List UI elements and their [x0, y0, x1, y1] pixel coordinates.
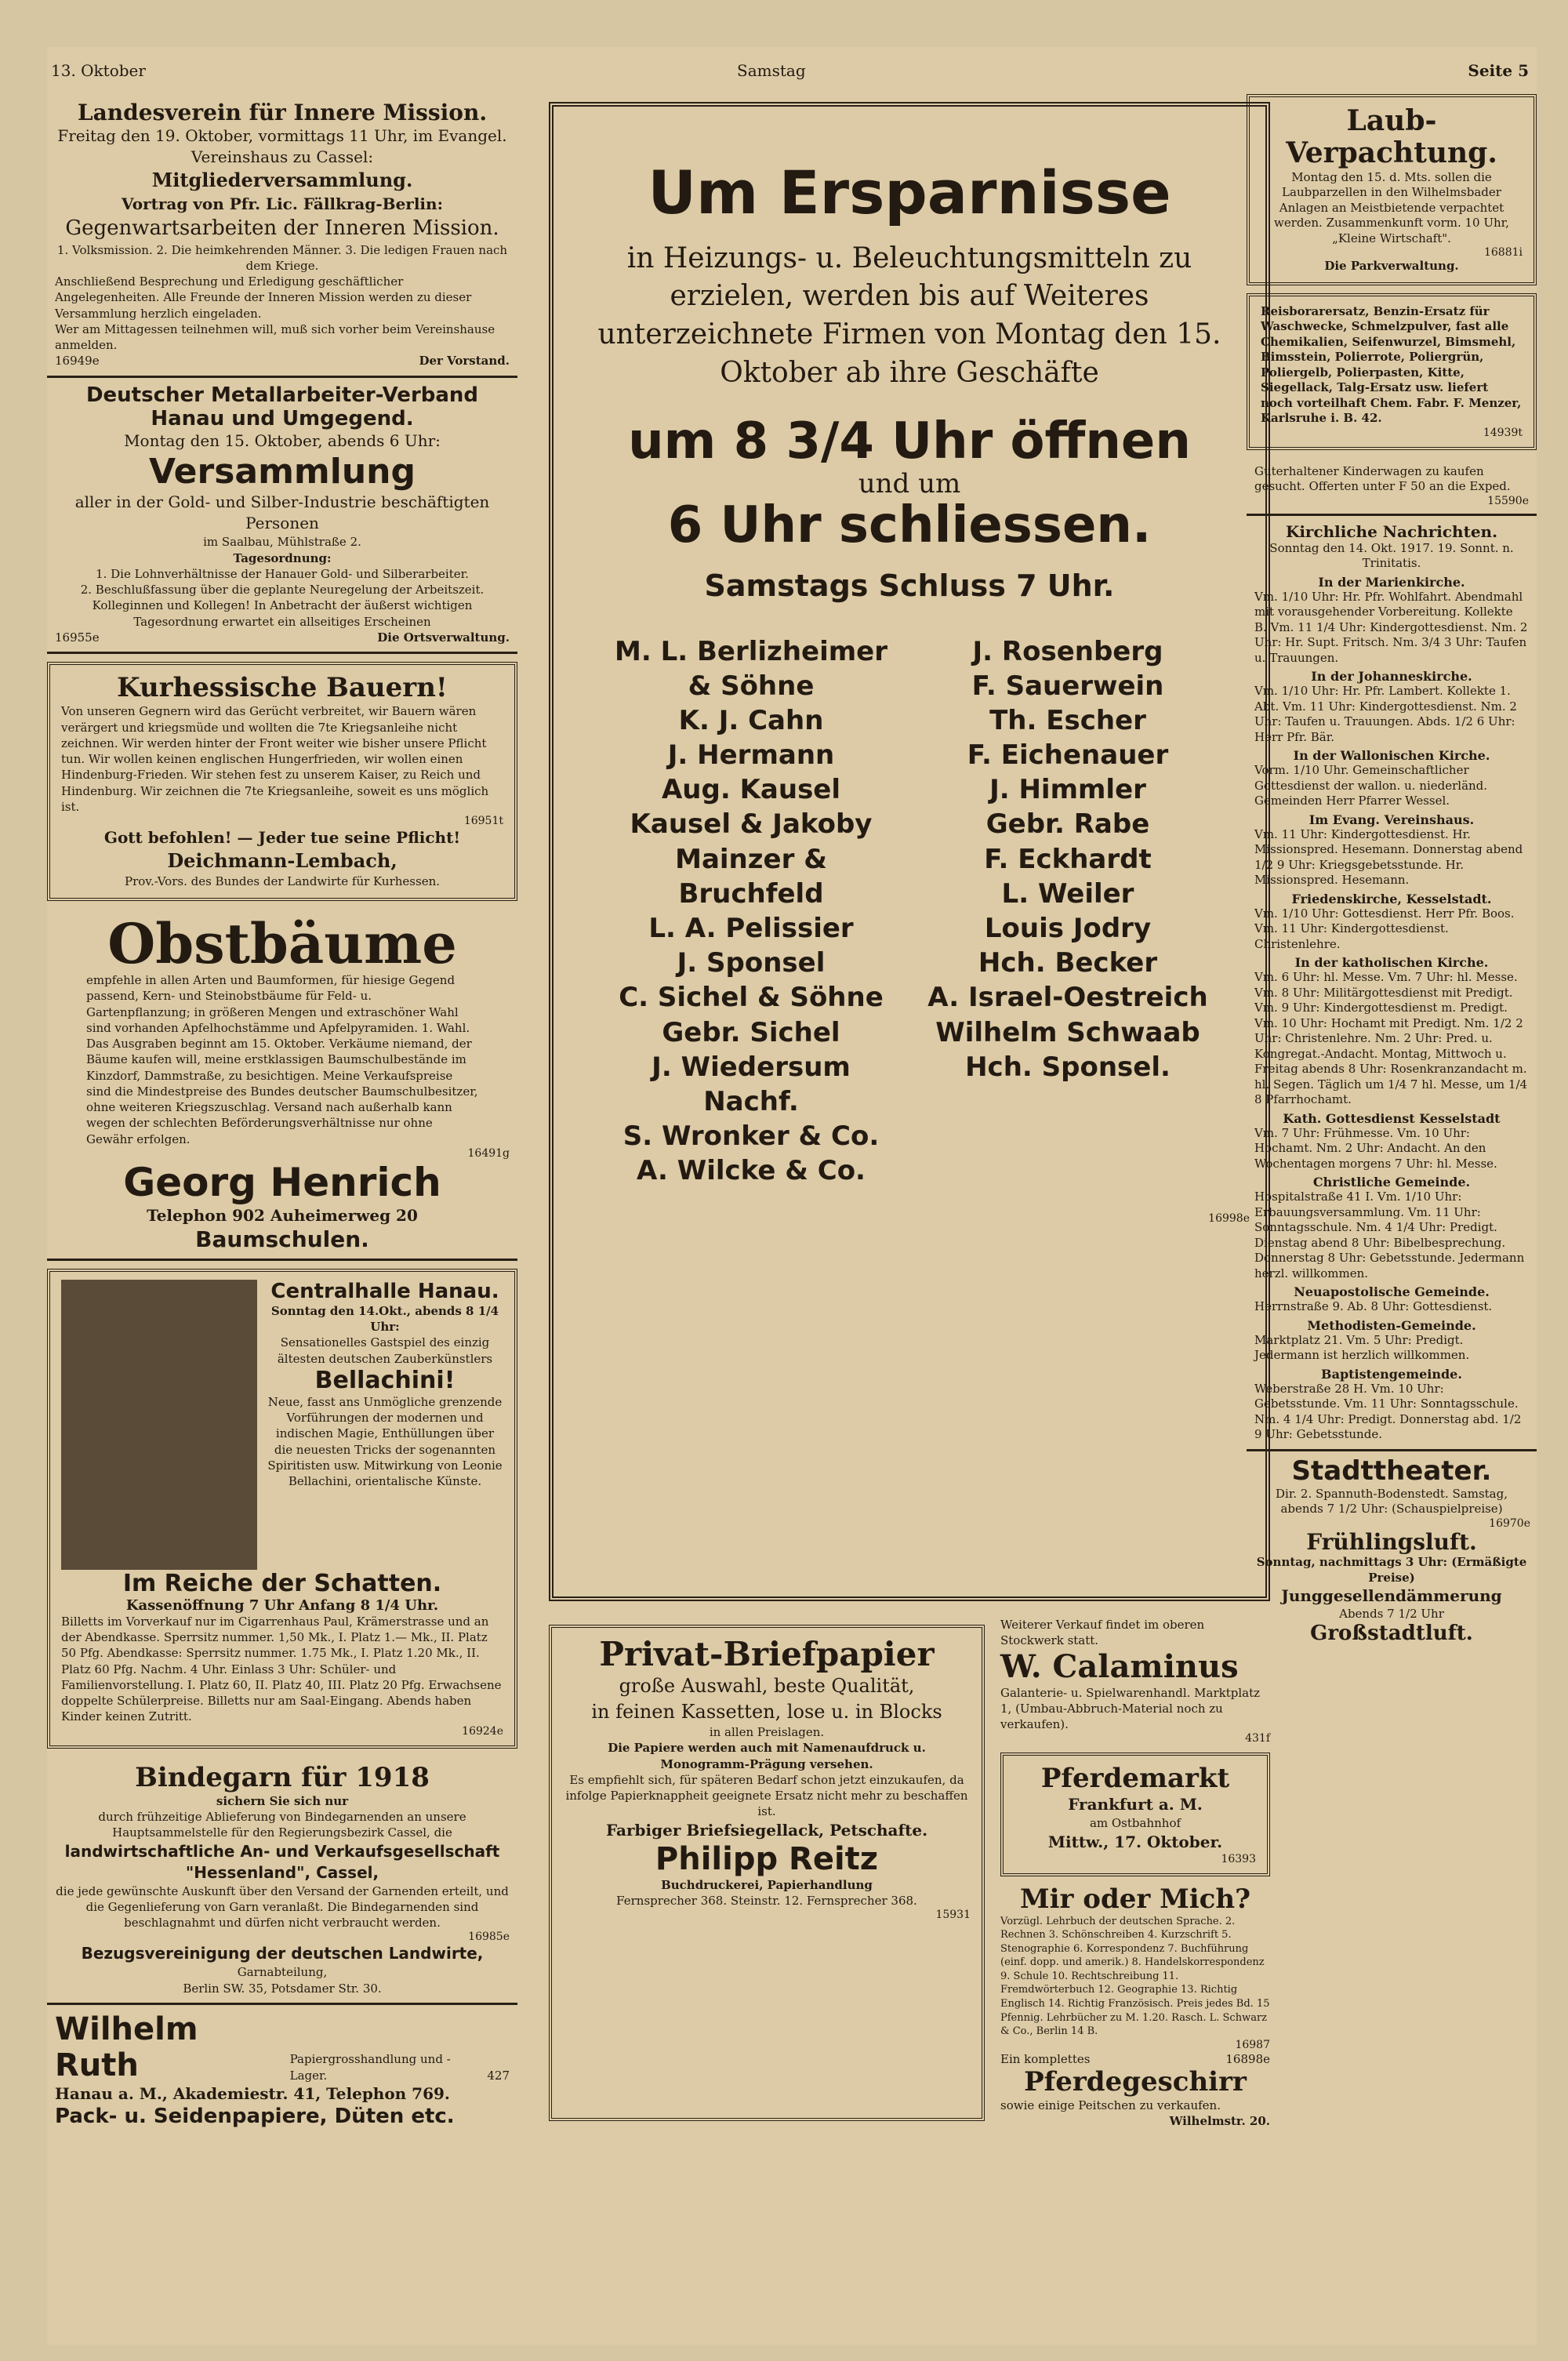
- obst-text: empfehle in allen Arten und Baumformen, für hiesige Gegend passend, Kern- und Steinobstbäume für Feld- u. Gartenpflanzung; in größeren Mengen und extraschöner Wahl sind vorhanden Apfelhochstämme und Apfelpyramiden. 1. Wahl. Das Ausgraben beginnt am 15. Oktober. Verkäume niemand, der Bäume kaufen will, meine erstklassigen Baumschulbestände im Kinzdorf, Dammstraße, zu besichtigen. Meine Verkaufspreise sind die Mindestpreise des Bundes deutscher Baumschulbesitzer, ohne weiteren Kriegszuschlag. Versand nach außerhalb kann wegen der schlechten Beförderungsverhältnisse nur ohne Gewähr erfolgen.: [86, 973, 478, 1146]
- landesverein-code: 16949e: [55, 354, 100, 369]
- geschirr-addr: Wilhelmstr. 20.: [1169, 2114, 1270, 2129]
- calaminus-column: [1000, 1617, 1270, 2129]
- firm-left-2: J. Hermann: [667, 739, 835, 772]
- firm-left-8: C. Sichel & Söhne: [619, 982, 884, 1014]
- pferdemarkt-loc: am Ostbahnhof: [1089, 1816, 1181, 1831]
- firm-left-5: Mainzer & Bruchfeld: [675, 843, 827, 910]
- kathk-text: Vm. 7 Uhr: Frühmesse. Vm. 10 Uhr: Hochamt. Nm. 2 Uhr: Andacht. An den Wochentagen morgens 7 Uhr: hl. Messe.: [1254, 1125, 1497, 1171]
- firm-left-9: Gebr. Sichel: [662, 1016, 840, 1048]
- ersparnisse-sat: Samstags Schluss 7 Uhr.: [704, 568, 1115, 603]
- ruth-line: Pack- u. Seidenpapiere, Düten etc.: [55, 2104, 455, 2128]
- geschirr-title: Pferdegeschirr: [1024, 2065, 1247, 2098]
- central-info: Billetts im Vorverkauf nur im Cigarrenhaus Paul, Krämerstrasse und an der Abendkasse. Sperrsitz nummer. 1,50 Mk., I. Platz 1.— Mk., II. Platz 50 Pfg. Abendkasse: Sperrsitz nummer. 1.75 Mk., I. Platz 1.20 Mk., II. Platz 60 Pfg. Nachm. 4 Uhr. Einlass 3 Uhr: Schüler- und Familienvorstellung. I. Platz 60, II. Platz 40, III. Platz 20 Pfg. Erwachsene doppelte Schülerpreise. Billetts nur am Saal-Eingang. Abends haben Kinder keinen Zutritt.: [61, 1614, 502, 1724]
- metall-code: 16955e: [55, 630, 100, 645]
- bindegarn-text2: die jede gewünschte Auskunft über den Versand der Garnenden erteilt, und die Gegenlieferung von Garn veranlaßt. Die Bindegarnenden sind beschlagnahmt und dürfen nicht verbraucht werden.: [56, 1883, 509, 1931]
- firm-right-3: F. Eichenauer: [967, 739, 1169, 772]
- central-show: Im Reiche der Schatten.: [122, 1569, 442, 1597]
- firm-left-7: J. Sponsel: [677, 947, 826, 979]
- bapt-text: Weberstraße 28 H. Vm. 10 Uhr: Gebetsstunde. Vm. 11 Uhr: Sonntagsschule. Nm. 4 1/4 Uhr: Predigt. Donnerstag abd. 1/2 9 Uhr: Gebetsstunde.: [1254, 1381, 1522, 1442]
- kirchliche-nachrichten: [1247, 516, 1537, 1451]
- firm-left-6: L. A. Pelissier: [648, 913, 854, 945]
- brief-l3: in allen Preislagen.: [709, 1725, 825, 1740]
- reis-text: Reisborarersatz, Benzin-Ersatz für Waschwecke, Schmelzpulver, fast alle Chemikalien, Seifenwurzel, Bimsmehl, Bimsstein, Polierrote, Poliergrün, Poliergelb, Polierpasten, Kitte, Siegellack, Talg-Ersatz usw. liefert noch vorteilhaft Chem. Fabr. F. Menzer, Karlsruhe i. B. 42.: [1261, 303, 1522, 426]
- theater-play2: Junggesellendämmerung: [1281, 1586, 1502, 1606]
- firm-right-9: Hch. Becker: [978, 947, 1158, 979]
- meth-head: Methodisten-Gemeinde.: [1307, 1317, 1476, 1333]
- centralhalle-ad: [47, 1269, 517, 1749]
- central-date: Sonntag den 14.Okt., abends 8 1/4 Uhr:: [270, 1303, 499, 1335]
- kirch-title: Kirchliche Nachrichten.: [1285, 521, 1498, 541]
- metall-date: Montag den 15. Oktober, abends 6 Uhr:: [124, 431, 441, 451]
- bauern-role: Prov.-Vors. des Bundes der Landwirte für Kurhessen.: [124, 874, 441, 889]
- ersparnisse-title: Um Ersparnisse: [648, 158, 1171, 227]
- firm-left-4: Kausel & Jakoby: [630, 808, 873, 841]
- metall-head: Versammlung: [149, 452, 416, 492]
- landesverein-line5: Gegenwartsarbeiten der Inneren Mission.: [65, 216, 499, 240]
- vereins-head: Im Evang. Vereinshaus.: [1308, 812, 1475, 827]
- laub-ad: [1247, 94, 1537, 285]
- firm-right-4: J. Himmler: [989, 774, 1146, 806]
- ruth-addr: Hanau a. M., Akademiestr. 41, Telephon 769.: [55, 2083, 450, 2103]
- metall-a1: 1. Die Lohnverhältnisse der Hanauer Gold- und Silberarbeiter.: [96, 566, 469, 581]
- bindegarn-addr: Berlin SW. 35, Potsdamer Str. 30.: [183, 1981, 382, 1996]
- metall-agenda: Tagesordnung:: [233, 550, 332, 565]
- bindegarn-title: Bindegarn für 1918: [135, 1761, 430, 1793]
- bindegarn-text: durch frühzeitige Ablieferung von Bindegarnenden an unsere Hauptsammelstelle für den Regierungsbezirk Cassel, die: [98, 1810, 466, 1840]
- laub-text: Montag den 15. d. Mts. sollen die Laubparzellen in den Wilhelmsbader Anlagen an Meistbietende verpachtet werden. Zusammenkunft vorm. 10 Uhr, „Kleine Wirtschaft".: [1274, 169, 1509, 245]
- header-day: Samstag: [737, 61, 806, 80]
- page-header: [47, 47, 1537, 94]
- calaminus-code: 431f: [1245, 1732, 1270, 1745]
- header-date: 13. Oktober: [51, 61, 146, 80]
- landesverein-title: Landesverein für Innere Mission.: [77, 100, 488, 125]
- pferdemarkt-ad: [1000, 1753, 1270, 1876]
- johannes-text: Vm. 1/10 Uhr: Hr. Pfr. Lambert. Kollekte 1. Abt. Vm. 11 Uhr: Kindergottesdienst. Nm. 2 Uhr: Taufen u. Trauungen. Abds. 1/2 6 Uhr: Herr Pfr. Bär.: [1254, 684, 1517, 744]
- firm-left-11: S. Wronker & Co.: [622, 1121, 880, 1153]
- pferdemarkt-city: Frankfurt a. M.: [1068, 1795, 1203, 1814]
- obst-ad: [47, 909, 517, 1261]
- reis-code: 14939t: [1483, 426, 1523, 439]
- firm-left-0: M. L. Berlizheimer & Söhne: [614, 635, 888, 702]
- brief-code: 15931: [935, 1909, 971, 1922]
- landesverein-line3: Mitgliederversammlung.: [151, 169, 413, 192]
- bindegarn-ad: [47, 1756, 517, 2005]
- kinder-text: Guterhaltener Kinderwagen zu kaufen gesucht. Offerten unter F 50 an die Exped.: [1254, 463, 1511, 494]
- central-desc: Neue, fasst ans Unmögliche grenzende Vorführungen der modernen und indischen Magie, Enthüllungen über die neuesten Tricks der sogenannten Spiritisten usw. Mitwirkung von Leonie Bellachini, orientalische Künste.: [267, 1394, 503, 1489]
- bindegarn-sign2: Garnabteilung,: [237, 1965, 328, 1980]
- landesverein-line2: Vereinshaus zu Cassel:: [191, 147, 374, 167]
- theater-ad: [1247, 1451, 1537, 1651]
- theater-play3: Großstadtluft.: [1310, 1621, 1473, 1645]
- firm-right-6: F. Eckhardt: [984, 843, 1152, 875]
- brief-l1: große Auswahl, beste Qualität,: [619, 1675, 915, 1698]
- landesverein-sign: Der Vorstand.: [419, 354, 510, 369]
- firm-right-10: A. Israel-Oestreich: [927, 982, 1208, 1014]
- mir-text: Vorzügl. Lehrbuch der deutschen Sprache. 2. Rechnen 3. Schönschreiben 4. Kurzschrift 5. Stenographie 6. Korrespondenz 7. Buchführung (einf. dopp. und amerik.) 8. Handelskorrespondenz 9. Schule 10. Rechtschreibung 11. Fremdwörterbuch 12. Geographie 13. Richtig Englisch 14. Richtig Französisch. Preis jedes Bd. 15 Pfennig. Lehrbücher zu M. 1.20. Rasch. L. Schwarz & Co., Berlin 14 B.: [1000, 1915, 1270, 2038]
- bindegarn-code: 16985e: [468, 1931, 510, 1944]
- bindegarn-sub: sichern Sie sich nur: [216, 1793, 349, 1808]
- wallon-text: Vorm. 1/10 Uhr. Gemeinschaftlicher Gottesdienst der wallon. u. niederländ. Gemeinden Herr Pfarrer Wessel.: [1254, 763, 1488, 808]
- bauern-motto: Gott befohlen! — Jeder tue seine Pflicht!: [103, 828, 461, 848]
- bindegarn-sign: Bezugsvereinigung der deutschen Landwirte,: [81, 1944, 484, 1963]
- geschirr-top: Ein komplettes: [1000, 2051, 1091, 2066]
- landesverein-line7: Anschließend Besprechung und Erledigung geschäftlicher Angelegenheiten. Alle Freunde der Inneren Mission werden zu dieser Versammlung herzlich eingeladen.: [55, 274, 472, 321]
- obst-title: Obstbäume: [107, 910, 457, 976]
- theater-abends: Abends 7 1/2 Uhr: [1339, 1607, 1444, 1622]
- pferdemarkt-title: Pferdemarkt: [1040, 1763, 1230, 1795]
- bauern-code: 16951t: [463, 815, 503, 828]
- landesverein-line6: 1. Volksmission. 2. Die heimkehrenden Männer. 3. Die ledigen Frauen nach dem Kriege.: [56, 242, 508, 273]
- ersparnisse-open: um 8 3/4 Uhr öffnen: [628, 412, 1191, 471]
- ersparnisse-intro: in Heizungs- u. Beleuchtungsmitteln zu erzielen, werden bis auf Weiteres unterzeichnete Firmen von Montag den 15. Oktober ab ihre Geschäfte: [597, 242, 1221, 389]
- newspaper-page: [47, 47, 1537, 2345]
- ruth-ad: [47, 2005, 517, 2134]
- kath-text: Vm. 6 Uhr: hl. Messe. Vm. 7 Uhr: hl. Messe. Vm. 8 Uhr: Militärgottesdienst mit Predigt. Vm. 9 Uhr: Kindergottesdienst m. Predigt. Vm. 10 Uhr: Hochamt mit Predigt. Nm. 1/2 2 Uhr: Christenlehre. Nm. 2 Uhr: Pred. u. Kongregat.-Andacht. Montag, Mittwoch u. Freitag abends 8 Uhr: Rosenkranzandacht m. hl. Segen. Täglich um 1/4 7 hl. Messe, um 1/4 8 Pfarrhochamt.: [1254, 970, 1528, 1107]
- theater-play1: Frühlingsluft.: [1306, 1528, 1477, 1555]
- marien-text: Vm. 1/10 Uhr: Hr. Pfr. Wohlfahrt. Abendmahl mit vorausgehender Vorbereitung. Kollekte B. Vm. 11 1/4 Uhr: Kindergottesdienst. Nm. 2 Uhr: Hr. Supt. Fritsch. Nm. 3/4 3 Uhr: Taufen u. Trauungen.: [1254, 589, 1528, 665]
- vereins-text: Vm. 11 Uhr: Kindergottesdienst. Hr. Missionspred. Hesemann. Donnerstag abend 1/2 9 Uhr: Kriegsgebetsstunde. Hr. Missionspred. Hesemann.: [1254, 826, 1523, 888]
- neuap-text: Herrnstraße 9. Ab. 8 Uhr: Gottesdienst.: [1254, 1299, 1493, 1314]
- johannes-head: In der Johanneskirche.: [1311, 669, 1472, 685]
- kinder-code: 15590e: [1487, 494, 1529, 507]
- bindegarn-org: landwirtschaftliche An- und Verkaufsgesellschaft "Hessenland", Cassel,: [64, 1841, 500, 1882]
- landesverein-line1: Freitag den 19. Oktober, vormittags 11 Uhr, im Evangel.: [57, 126, 507, 146]
- pferdemarkt-code: 16393: [1221, 1852, 1256, 1865]
- theater-code: 16970e: [1489, 1516, 1530, 1530]
- frieden-text: Vm. 1/10 Uhr: Gottesdienst. Herr Pfr. Boos. Vm. 11 Uhr: Kindergottesdienst. Christenlehre.: [1254, 906, 1515, 951]
- central-code: 16924e: [462, 1724, 503, 1738]
- landesverein-line8: Wer am Mittagessen teilnehmen will, muß sich vorher beim Vereinshause anmelden.: [55, 321, 495, 353]
- laub-code: 16881i: [1483, 246, 1523, 260]
- firm-list: [569, 634, 1250, 1189]
- christ-head: Christliche Gemeinde.: [1312, 1175, 1471, 1190]
- obst-biz: Baumschulen.: [195, 1226, 369, 1252]
- ersparnisse-code: 16998e: [1208, 1211, 1250, 1225]
- middle-column: [549, 94, 1270, 2129]
- brief-l4: Die Papiere werden auch mit Namenaufdruck u. Monogramm-Prägung versehen.: [608, 1741, 926, 1771]
- firm-right-8: Louis Jodry: [984, 913, 1152, 945]
- firm-left-12: A. Wilcke & Co.: [637, 1155, 866, 1187]
- neuap-head: Neuapostolische Gemeinde.: [1294, 1284, 1490, 1300]
- central-star: Bellachini!: [314, 1366, 456, 1394]
- lower-middle: [549, 1617, 1270, 2129]
- central-line: Sensationelles Gastspiel des einzig ältesten deutschen Zauberkünstlers: [277, 1335, 493, 1366]
- firm-right-12: Hch. Sponsel.: [965, 1051, 1171, 1083]
- laub-title: Laub-Verpachtung.: [1286, 104, 1497, 170]
- ruth-name: Wilhelm Ruth: [55, 2010, 198, 2083]
- central-title: Centralhalle Hanau.: [270, 1279, 499, 1303]
- christ-text: Hospitalstraße 41 I. Vm. 1/10 Uhr: Erbauungsversammlung. Vm. 11 Uhr: Sonntagsschule. Nm. 4 1/4 Uhr: Predigt. Dienstag abend 8 Uhr: Bibelbesprechung. Donnerstag 8 Uhr: Gebetsstunde. Jedermann herzl. willkommen.: [1254, 1190, 1525, 1280]
- reis-ad: [1247, 293, 1537, 450]
- geschirr-code: 16898e: [1225, 2051, 1270, 2066]
- marien-head: In der Marienkirche.: [1318, 574, 1465, 590]
- kath-head: In der katholischen Kirche.: [1294, 955, 1489, 971]
- bapt-head: Baptistengemeinde.: [1321, 1366, 1462, 1382]
- firm-right-7: L. Weiler: [1001, 877, 1134, 910]
- frieden-head: Friedenskirche, Kesselstadt.: [1291, 891, 1492, 906]
- brief-name: Philipp Reitz: [655, 1840, 879, 1877]
- firm-right-0: J. Rosenberg: [972, 635, 1163, 667]
- firm-right-11: Wilhelm Schwaab: [935, 1016, 1200, 1048]
- right-column: [1247, 94, 1537, 1650]
- calaminus-name: W. Calaminus: [1000, 1647, 1239, 1685]
- brief-title: Privat-Briefpapier: [599, 1635, 935, 1673]
- mir-code: 16987: [1235, 2038, 1270, 2051]
- theater-sunday: Sonntag, nachmittags 3 Uhr: (Ermäßigte Preise): [1256, 1555, 1527, 1585]
- metall-sign: Die Ortsverwaltung.: [377, 630, 510, 645]
- calaminus-top: Weiterer Verkauf findet im oberen Stockwerk statt.: [1000, 1618, 1205, 1648]
- firm-right-5: Gebr. Rabe: [985, 808, 1150, 841]
- brief-l2: in feinen Kassetten, lose u. in Blocks: [591, 1700, 942, 1723]
- ersparnisse-and: und um: [858, 468, 961, 500]
- wallon-head: In der Wallonischen Kirche.: [1293, 748, 1490, 764]
- firm-left-1: K. J. Cahn: [678, 704, 824, 736]
- left-column: [47, 94, 517, 2134]
- bauern-name: Deichmann-Lembach,: [167, 849, 397, 873]
- metall-a2: 2. Beschlußfassung über die geplante Neuregelung der Arbeitszeit.: [80, 583, 485, 598]
- central-times: Kassenöffnung 7 Uhr Anfang 8 1/4 Uhr.: [125, 1596, 439, 1614]
- theater-title: Stadttheater.: [1291, 1455, 1492, 1487]
- theater-text: Dir. 2. Spannuth-Bodenstedt. Samstag, abends 7 1/2 Uhr: (Schauspielpreise): [1276, 1486, 1508, 1516]
- obst-name: Georg Henrich: [123, 1159, 441, 1205]
- obst-phone: Telephon 902 Auheimerweg 20: [147, 1205, 418, 1225]
- brief-l6: Farbiger Briefsiegellack, Petschafte.: [605, 1820, 928, 1840]
- kinderwagen-ad: [1247, 458, 1537, 516]
- ruth-side: Papiergrosshandlung und -Lager.: [289, 2052, 451, 2083]
- kathk-head: Kath. Gottesdienst Kesselstadt: [1283, 1110, 1501, 1126]
- ersparnisse-ad: [549, 102, 1270, 1601]
- calaminus-text: Galanterie- u. Spielwarenhandl. Marktplatz 1, (Umbau-Abbruch-Material noch zu verkaufen).: [1000, 1685, 1261, 1731]
- brief-biz: Buchdruckerei, Papierhandlung: [661, 1877, 873, 1892]
- briefpapier-ad: [549, 1625, 985, 2121]
- mir-title: Mir oder Mich?: [1019, 1883, 1251, 1915]
- ruth-code: 427: [487, 2068, 510, 2083]
- ersparnisse-close: 6 Uhr schliessen.: [667, 496, 1152, 555]
- firm-right-2: Th. Escher: [989, 704, 1146, 736]
- bauern-ad: [47, 662, 517, 900]
- firms-left: [608, 634, 894, 1189]
- metall-place: im Saalbau, Mühlstraße 2.: [203, 535, 361, 550]
- bauern-text: Von unseren Gegnern wird das Gerücht verbreitet, wir Bauern wären verärgert und kriegsmüde und wollten die 7te Kriegsanleihe nicht zeichnen. Wir werden hinter der Front weiter wie bisher unsere Pflicht tun. Wir wollen keinen englischen Hungerfrieden, wir wollen einen Hindenburg-Frieden. Wir stehen fest zu unserem Kaiser, zu Reich und Hindenburg. Wir zeichnen die 7te Kriegsanleihe, soweit es uns möglich ist.: [61, 704, 489, 814]
- landesverein-ad: [47, 94, 517, 378]
- bauern-title: Kurhessische Bauern!: [117, 672, 448, 704]
- firm-left-10: J. Wiedersum Nachf.: [652, 1051, 851, 1117]
- pferdemarkt-date: Mittw., 17. Oktober.: [1047, 1832, 1223, 1851]
- brief-l5: Es empfiehlt sich, für späteren Bedarf schon jetzt einzukaufen, da infolge Papierknappheit geeignete Ersatz nicht mehr zu beschaffen ist.: [565, 1772, 968, 1819]
- metall-a3: Kolleginnen und Kollegen! In Anbetracht der äußerst wichtigen Tagesordnung erwartet ein allseitiges Erscheinen: [92, 598, 473, 629]
- magician-photo: [61, 1280, 257, 1570]
- firm-left-3: Aug. Kausel: [661, 774, 841, 806]
- header-page: Seite 5: [1468, 61, 1529, 80]
- firms-right: [925, 634, 1210, 1189]
- obst-code: 16491g: [467, 1146, 510, 1160]
- brief-contact: Fernsprecher 368. Steinstr. 12. Fernsprecher 368.: [616, 1893, 917, 1908]
- firm-right-1: F. Sauerwein: [971, 670, 1164, 702]
- landesverein-line4: Vortrag von Pfr. Lic. Fällkrag-Berlin:: [122, 194, 443, 213]
- metall-ad: [47, 378, 517, 655]
- geschirr-text: sowie einige Peitschen zu verkaufen.: [1000, 2098, 1221, 2112]
- laub-sign: Die Parkverwaltung.: [1324, 259, 1459, 274]
- meth-text: Marktplatz 21. Vm. 5 Uhr: Predigt. Jedermann ist herzlich willkommen.: [1254, 1332, 1470, 1363]
- metall-sub: aller in der Gold- und Silber-Industrie beschäftigten Personen: [74, 492, 490, 533]
- kirch-date: Sonntag den 14. Okt. 1917. 19. Sonnt. n. Trinitatis.: [1269, 540, 1514, 571]
- metall-title: Deutscher Metallarbeiter-Verband Hanau und Umgegend.: [85, 383, 479, 430]
